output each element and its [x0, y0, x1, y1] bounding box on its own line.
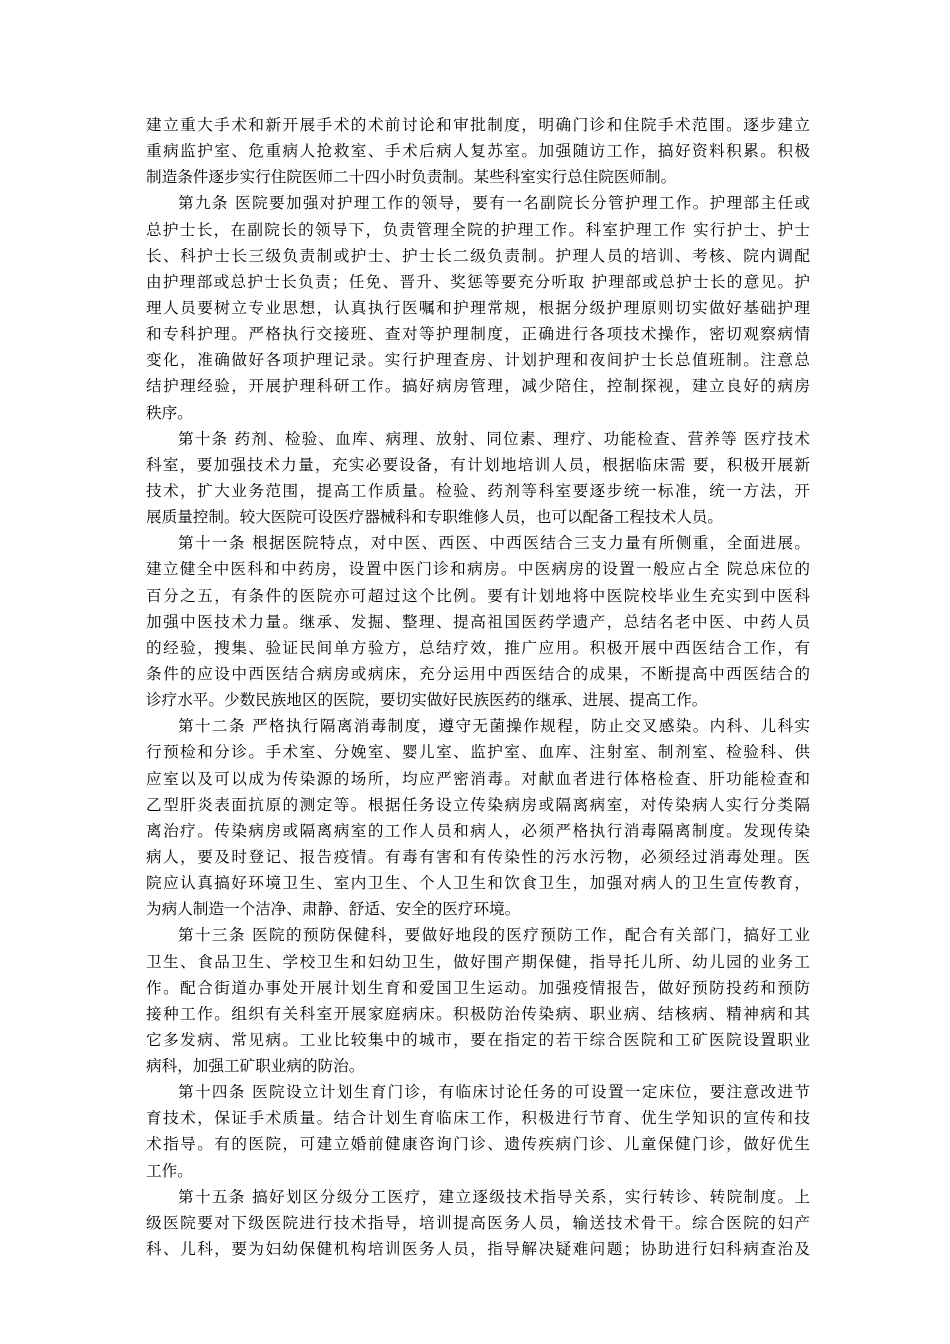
- paragraph-article-14: [146, 1079, 810, 1184]
- text-line: 离治疗。传染病房或隔离病室的工作人员和病人，必须严格执行消毒隔离制度。发现传染: [146, 821, 810, 840]
- text-line: 的经验，搜集、验证民间单方验方，总结疗效，推广应用。积极开展中西医结合工作，有: [146, 638, 810, 657]
- text-line: 第十条 药剂、检验、血库、病理、放射、同位素、理疗、功能检查、营养等 医疗技术: [178, 429, 810, 448]
- text-line: 由护理部或总护士长负责；任免、晋升、奖惩等要充分听取 护理部或总护士长的意见。护: [146, 272, 810, 291]
- text-line: 加强中医技术力量。继承、发掘、整理、提高祖国医药学遗产，总结名老中医、中药人员: [146, 612, 810, 631]
- text-line: 诊疗水平。少数民族地区的医院，要切实做好民族医药的继承、进展、提高工作。: [146, 691, 708, 710]
- text-line: 行预检和分诊。手术室、分娩室、婴儿室、监护室、血库、注射室、制剂室、检验科、供: [146, 743, 810, 762]
- text-line: 制造条件逐步实行住院医师二十四小时负责制。某些科室实行总住院医师制。: [146, 168, 677, 187]
- text-line: 科、儿科，要为妇幼保健机构培训医务人员，指导解决疑难问题；协助进行妇科病查治及: [146, 1240, 810, 1259]
- text-line: 接种工作。组织有关科室开展家庭病床。积极防治传染病、职业病、结核病、精神病和其: [146, 1004, 810, 1023]
- text-line: 第十五条 搞好划区分级分工医疗，建立逐级技术指导关系，实行转诊、转院制度。上: [178, 1187, 810, 1206]
- text-line: 长、科护士长三级负责制或护士、护士长二级负责制。护理人员的培训、考核、院内调配: [146, 246, 810, 265]
- text-line: 院应认真搞好环境卫生、室内卫生、个人卫生和饮食卫生，加强对病人的卫生宣传教育，: [146, 874, 810, 893]
- text-line: 应室以及可以成为传染源的场所，均应严密消毒。对献血者进行体格检查、肝功能检查和: [146, 769, 810, 788]
- paragraph-article-15: [146, 1184, 810, 1262]
- text-line: 病人，要及时登记、报告疫情。有毒有害和有传染性的污水污物，必须经过消毒处理。医: [146, 847, 810, 866]
- text-line: 和专科护理。严格执行交接班、查对等护理制度，正确进行各项技术操作，密切观察病情: [146, 325, 810, 344]
- text-line: 科室，要加强技术力量，充实必要设备，有计划地培训人员，根据临床需 要，积极开展新: [146, 455, 810, 474]
- text-line: 病科，加强工矿职业病的防治。: [146, 1057, 365, 1076]
- text-line: 作。配合街道办事处开展计划生育和爱国卫生运动。加强疫情报告，做好预防投药和预防: [146, 978, 810, 997]
- text-line: 变化，准确做好各项护理记录。实行护理查房、计划护理和夜间护士长总值班制。注意总: [146, 351, 810, 370]
- document-page: [146, 112, 810, 1262]
- text-line: 建立重大手术和新开展手术的术前讨论和审批制度，明确门诊和住院手术范围。逐步建立: [146, 116, 810, 134]
- text-line: 总护士长，在副院长的领导下，负责管理全院的护理工作。科室护理工作 实行护士、护士: [146, 220, 810, 239]
- text-line: 技术，扩大业务范围，提高工作质量。检验、药剂等科室要逐步统一标准，统一方法，开: [146, 481, 810, 500]
- text-line: 重病监护室、危重病人抢救室、手术后病人复苏室。加强随访工作，搞好资料积累。积极: [146, 142, 810, 161]
- text-line: 理人员要树立专业思想，认真执行医嘱和护理常规，根据分级护理原则切实做好基础护理: [146, 298, 810, 317]
- paragraph-article-13: [146, 922, 810, 1079]
- text-line: 第九条 医院要加强对护理工作的领导，要有一名副院长分管护理工作。护理部主任或: [178, 194, 810, 213]
- text-line: 建立健全中医科和中药房，设置中医门诊和病房。中医病房的设置一般应占全 院总床位的: [146, 560, 810, 579]
- paragraph-continuation: [146, 112, 810, 190]
- text-line: 级医院要对下级医院进行技术指导，培训提高医务人员，输送技术骨干。综合医院的妇产: [146, 1213, 810, 1232]
- text-line: 秩序。: [146, 403, 193, 422]
- text-line: 工作。: [146, 1161, 193, 1180]
- text-line: 展质量控制。较大医院可设医疗器械科和专职维修人员，也可以配备工程技术人员。: [146, 508, 723, 527]
- text-line: 卫生、食品卫生、学校卫生和妇幼卫生，做好围产期保健，指导托儿所、幼儿园的业务工: [146, 952, 810, 971]
- text-line: 第十四条 医院设立计划生育门诊，有临床讨论任务的可设置一定床位，要注意改进节: [178, 1083, 810, 1102]
- text-line: 它多发病、常见病。工业比较集中的城市，要在指定的若干综合医院和工矿医院设置职业: [146, 1030, 810, 1049]
- text-line: 第十一条 根据医院特点，对中医、西医、中西医结合三支力量有所侧重，全面进展。: [178, 534, 810, 553]
- text-line: 百分之五，有条件的医院亦可超过这个比例。要有计划地将中医院校毕业生充实到中医科: [146, 586, 810, 605]
- text-line: 条件的应设中西医结合病房或病床，充分运用中西医结合的成果，不断提高中西医结合的: [146, 664, 810, 683]
- paragraph-article-10: [146, 426, 810, 531]
- text-line: 育技术，保证手术质量。结合计划生育临床工作，积极进行节育、优生学知识的宣传和技: [146, 1109, 810, 1128]
- paragraph-article-9: [146, 190, 810, 425]
- text-line: 结护理经验，开展护理科研工作。搞好病房管理，减少陪住，控制探视，建立良好的病房: [146, 377, 810, 396]
- text-line: 术指导。有的医院，可建立婚前健康咨询门诊、遗传疾病门诊、儿童保健门诊，做好优生: [146, 1135, 810, 1154]
- text-line: 第十三条 医院的预防保健科，要做好地段的医疗预防工作，配合有关部门，搞好工业: [178, 926, 810, 945]
- text-line: 第十二条 严格执行隔离消毒制度，遵守无菌操作规程，防止交叉感染。内科、儿科实: [178, 717, 810, 736]
- paragraph-article-11: [146, 530, 810, 713]
- text-line: 乙型肝炎表面抗原的测定等。根据任务设立传染病房或隔离病室，对传染病人实行分类隔: [146, 795, 810, 814]
- paragraph-article-12: [146, 713, 810, 922]
- text-line: 为病人制造一个洁净、肃静、舒适、安全的医疗环境。: [146, 900, 521, 919]
